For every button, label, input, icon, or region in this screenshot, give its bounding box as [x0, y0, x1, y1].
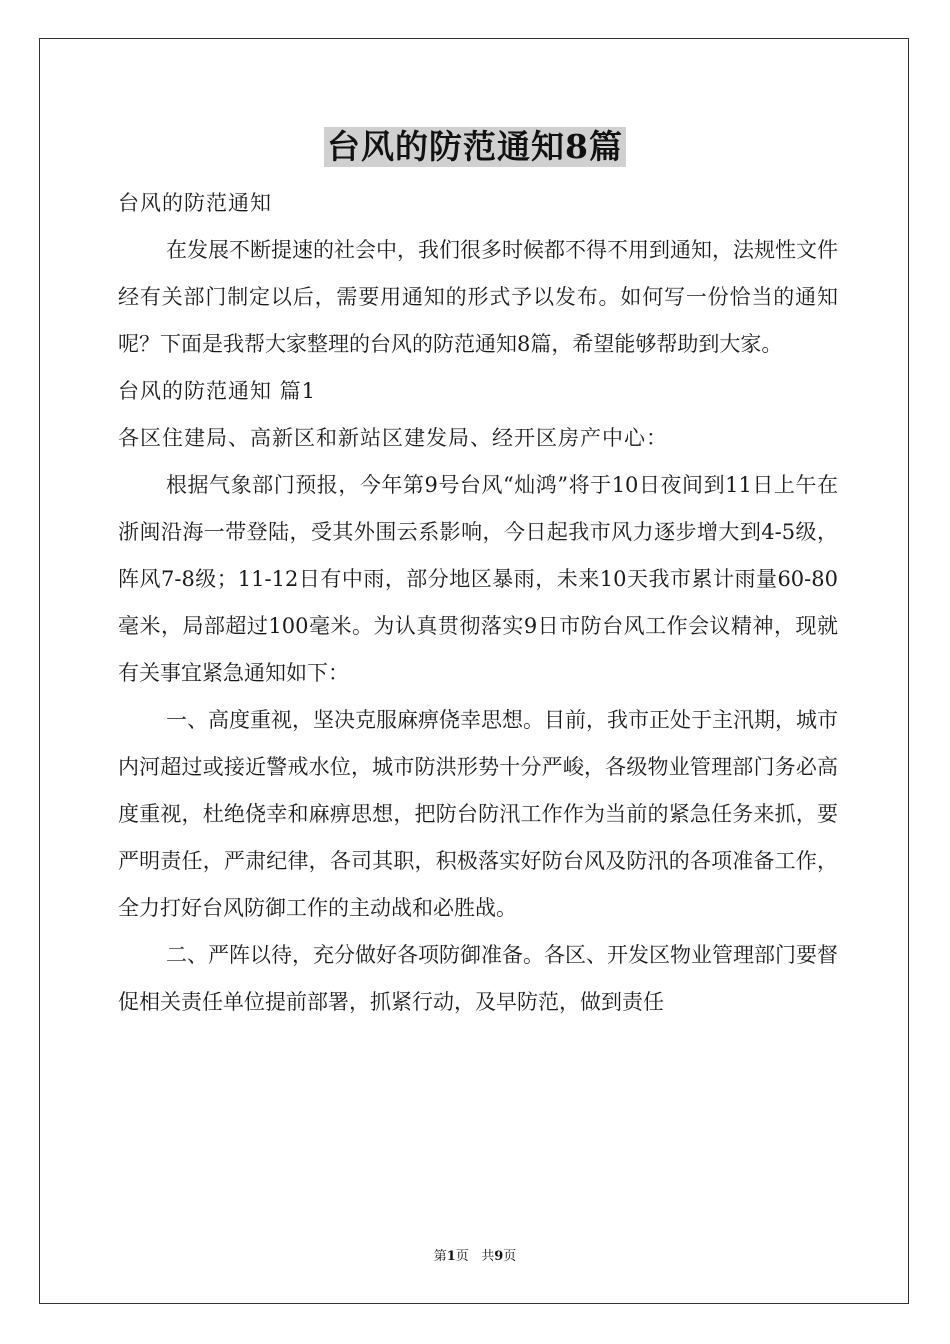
- body-paragraph: 根据气象部门预报，今年第9号台风“灿鸿”将于10日夜间到11日上午在浙闽沿海一带登陆，受其外围云系影响，今日起我市风力逐步增大到4-5级，阵风7-8级；11-12日有中雨，部分地区暴雨，未来10天我市累计雨量60-80毫米，局部超过100毫米。为认真贯彻落实9日市防台风工作会议精神，现就有关事宜紧急通知如下：: [118, 473, 838, 685]
- footer-total-suffix: 页: [503, 1249, 517, 1264]
- title-container: [0, 127, 950, 167]
- recipients-line: 各区住建局、高新区和新站区建发局、经开区房产中心：: [118, 426, 668, 450]
- footer-total-prefix: 共: [481, 1249, 495, 1264]
- intro-paragraph: 在发展不断提速的社会中，我们很多时候都不得不用到通知，法规性文件经有关部门制定以后，需要用通知的形式予以发布。如何写一份恰当的通知呢？下面是我帮大家整理的台风的防范通知8篇，希望能够帮助到大家。: [118, 238, 838, 356]
- current-page-number: 1: [446, 1249, 456, 1264]
- body-paragraph: 二、严阵以待，充分做好各项防御准备。各区、开发区物业管理部门要督促相关责任单位提前部署，抓紧行动，及早防范，做到责任: [118, 943, 838, 1014]
- total-page-count: 9: [494, 1249, 504, 1264]
- section-heading: 台风的防范通知: [118, 191, 272, 215]
- footer-page-suffix: 页: [455, 1249, 469, 1264]
- section-heading-part1: 台风的防范通知 篇1: [118, 379, 317, 403]
- footer-prefix: 第: [433, 1249, 447, 1264]
- body-paragraph: 一、高度重视，坚决克服麻痹侥幸思想。目前，我市正处于主汛期，城市内河超过或接近警戒水位，城市防洪形势十分严峻，各级物业管理部门务必高度重视，杜绝侥幸和麻痹思想，把防台防汛工作作为当前的紧急任务来抓，要严明责任，严肃纪律，各司其职，积极落实好防台风及防汛的各项准备工作，全力打好台风防御工作的主动战和必胜战。: [118, 708, 838, 920]
- document-title: 台风的防范通知8篇: [324, 127, 626, 167]
- document-body: [118, 180, 838, 1026]
- page-footer: [0, 1248, 950, 1266]
